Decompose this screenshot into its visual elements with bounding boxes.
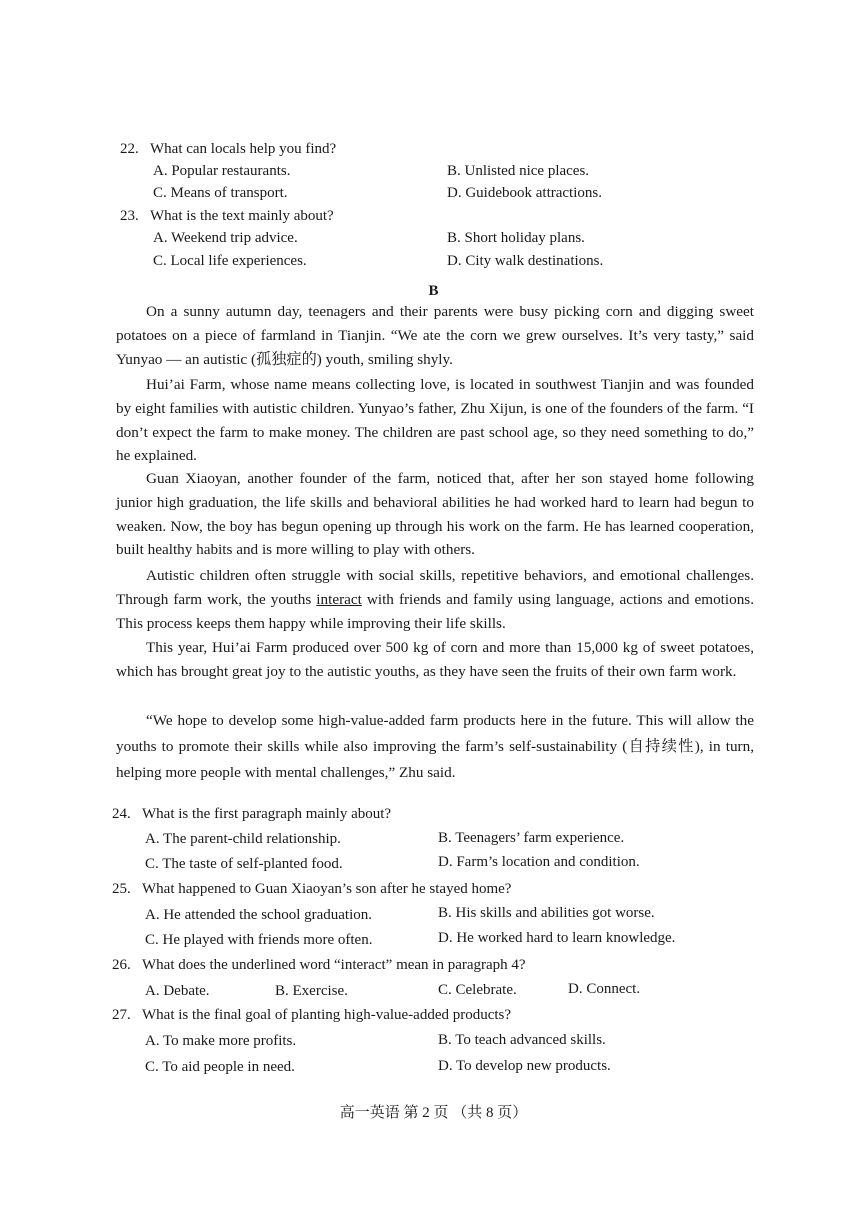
option-b: B. Short holiday plans. bbox=[447, 230, 585, 246]
option-b: B. Exercise. bbox=[275, 983, 348, 999]
question-text: What does the underlined word “interact” mean in paragraph 4? bbox=[142, 957, 526, 973]
passage-paragraph-3: Guan Xiaoyan, another founder of the farm, noticed that, after her son stayed home following junior high graduation, the life skills and behavioral abilities he had worked hard to learn had begun to weaken. Now, the boy has begun opening up through his work on the farm. He has learned cooperation, built healthy habits and is more willing to play with others. bbox=[116, 470, 754, 559]
option-a: A. Weekend trip advice. bbox=[153, 230, 298, 246]
question-22 bbox=[120, 139, 336, 159]
question-text: What is the final goal of planting high-value-added products? bbox=[142, 1007, 512, 1023]
option-d: D. Connect. bbox=[568, 981, 641, 997]
question-24 bbox=[112, 804, 391, 824]
option-a: A. Popular restaurants. bbox=[153, 163, 291, 179]
question-number: 25. bbox=[112, 881, 131, 897]
option-b: B. To teach advanced skills. bbox=[438, 1032, 606, 1048]
question-25 bbox=[112, 879, 511, 899]
question-number: 23. bbox=[120, 208, 139, 224]
option-d: D. Farm’s location and condition. bbox=[438, 854, 640, 870]
option-d: D. To develop new products. bbox=[438, 1058, 611, 1074]
option-d: D. Guidebook attractions. bbox=[447, 185, 602, 201]
option-a: A. Debate. bbox=[145, 983, 210, 999]
passage-paragraph-5: This year, Hui’ai Farm produced over 500 kg of corn and more than 15,000 kg of sweet potatoes, which has brought great joy to the autistic youths, as they have seen the fruits of their own farm work. bbox=[116, 639, 754, 680]
question-number: 24. bbox=[112, 806, 131, 822]
passage-paragraph-6: “We hope to develop some high-value-added farm products here in the future. This will allow the youths to promote their skills while also improving the farm’s self-sustainability (自持续性), in turn, helping more people with mental challenges,” Zhu said. bbox=[116, 712, 754, 781]
passage-paragraph-2: Hui’ai Farm, whose name means collecting love, is located in southwest Tianjin and was founded by eight families with autistic children. Yunyao’s father, Zhu Xijun, is one of the founders of the farm. “I don’t expect the farm to make money. The children are past school age, so they need something to do,” he explained. bbox=[116, 376, 754, 465]
question-number: 22. bbox=[120, 141, 139, 157]
option-a: A. He attended the school graduation. bbox=[145, 907, 373, 923]
passage-paragraph-1: On a sunny autumn day, teenagers and their parents were busy picking corn and digging sweet potatoes on a piece of farmland in Tianjin. “We ate the corn we grew ourselves. It’s very tasty,” said Yunyao — an autistic (孤独症的) youth, smiling shyly. bbox=[116, 303, 754, 368]
option-a: A. The parent-child relationship. bbox=[145, 831, 341, 847]
option-c: C. He played with friends more often. bbox=[145, 932, 373, 948]
passage-paragraph-4: Autistic children often struggle with social skills, repetitive behaviors, and emotional challenges. Through farm work, the youths interact with friends and family using language, actions and emotions. This process keeps them happy while improving their life skills. bbox=[116, 567, 754, 632]
underlined-word: interact bbox=[316, 590, 362, 608]
option-c: C. Local life experiences. bbox=[153, 253, 307, 269]
option-c: C. Means of transport. bbox=[153, 185, 288, 201]
question-text: What is the text mainly about? bbox=[150, 208, 334, 224]
option-d: D. City walk destinations. bbox=[447, 253, 604, 269]
option-c: C. To aid people in need. bbox=[145, 1059, 295, 1075]
question-number: 26. bbox=[112, 957, 131, 973]
option-c: C. The taste of self-planted food. bbox=[145, 856, 343, 872]
option-d: D. He worked hard to learn knowledge. bbox=[438, 930, 676, 946]
option-b: B. His skills and abilities got worse. bbox=[438, 905, 655, 921]
question-27 bbox=[112, 1005, 511, 1025]
question-26 bbox=[112, 955, 526, 975]
option-c: C. Celebrate. bbox=[438, 982, 517, 998]
option-a: A. To make more profits. bbox=[145, 1033, 297, 1049]
question-23 bbox=[120, 206, 334, 226]
question-text: What is the first paragraph mainly about? bbox=[142, 806, 392, 822]
section-title: B bbox=[428, 283, 439, 299]
option-b: B. Teenagers’ farm experience. bbox=[438, 830, 625, 846]
question-number: 27. bbox=[112, 1007, 131, 1023]
option-b: B. Unlisted nice places. bbox=[447, 163, 590, 179]
question-text: What can locals help you find? bbox=[150, 141, 337, 157]
page-footer: 高一英语 第 2 页 （共 8 页） bbox=[339, 1105, 528, 1121]
question-text: What happened to Guan Xiaoyan’s son after he stayed home? bbox=[142, 881, 512, 897]
